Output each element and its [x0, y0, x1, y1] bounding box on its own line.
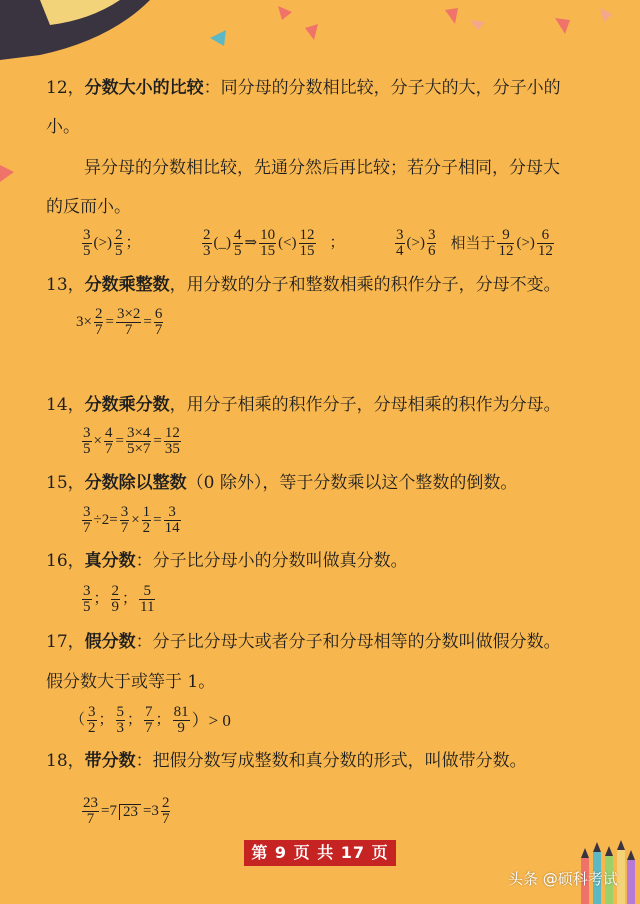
s15-heading	[46, 471, 640, 495]
top-decoration	[0, 0, 640, 70]
s12-line4: 的反而小。	[46, 197, 131, 217]
s17-example: （ $\frac{3}{2}$ ； $\frac{5}{3}$ ； $\frac{7}{7}$ ； $\frac{81}{9}$ ）> 0	[70, 704, 231, 736]
s13-heading	[46, 273, 640, 297]
s15-example: $\frac{3}{7}$ ÷2= $\frac{3}{7}$ × $\frac{1}{2}$ = $\frac{3}{14}$	[83, 504, 180, 536]
s12-num: 12，	[46, 78, 85, 98]
s14-text: ，用分子相乘的积作分子，分母相乘的积作为分母。	[169, 395, 561, 415]
s16-heading	[46, 549, 640, 573]
s12-example-b: $\frac{2}{3}$ (_) $\frac{4}{5}$ ⇒ $\frac{10}{15}$ (<) $\frac{12}{15}$ ；	[203, 227, 345, 259]
s12-example-c: $\frac{3}{4}$ (>) $\frac{3}{6}$ 相当于 $\frac{9}{12}$ (>) $\frac{6}{12}$	[396, 227, 553, 259]
s17-title: 假分数	[84, 632, 136, 652]
confetti-icon	[555, 18, 570, 34]
s16-title: 真分数	[84, 551, 136, 571]
confetti-icon	[470, 20, 485, 30]
watermark: 头条 @硕科考试	[508, 870, 618, 888]
s14-heading	[46, 393, 640, 417]
confetti-icon	[305, 24, 318, 40]
s12-line2: 小。	[46, 117, 80, 137]
s17-num: 17，	[46, 632, 85, 652]
s14-num: 14，	[46, 395, 85, 415]
s12-heading	[46, 76, 640, 100]
s17-text: ：分子比分母大或者分子和分母相等的分数叫做假分数。	[135, 632, 561, 652]
s13-title: 分数乘整数	[84, 275, 170, 295]
pencil-icon	[627, 860, 635, 904]
s18-example: $\frac{23}{7}$ =7 23 =3 $\frac{2}{7}$	[83, 795, 170, 827]
s12-title: 分数大小的比较	[84, 78, 204, 98]
s17-line2: 假分数大于或等于 1。	[46, 672, 216, 692]
s12-line3: 异分母的分数相比较，先通分然后再比较；若分子相同，分母大	[84, 158, 560, 178]
s18-num: 18，	[46, 751, 85, 771]
s16-text: ：分子比分母小的分数叫做真分数。	[135, 551, 408, 571]
s18-text: ：把假分数写成整数和真分数的形式，叫做带分数。	[135, 751, 527, 771]
s13-example: 3× $\frac{2}{7}$ = $\frac{3\times 2}{7}$ = $\frac{6}{7}$	[76, 306, 163, 338]
s16-num: 16，	[46, 551, 85, 571]
pencil-icon	[617, 850, 625, 904]
s18-heading	[46, 749, 640, 773]
confetti-icon	[0, 165, 14, 182]
confetti-icon	[278, 6, 292, 20]
confetti-icon	[600, 8, 612, 22]
left-confetti	[0, 150, 20, 190]
s12-text: ：同分母的分数相比较，分子大的大，分子小的	[203, 78, 561, 98]
page-number-badge: 第 9 页 共 17 页	[244, 840, 396, 866]
s17-heading	[46, 630, 640, 654]
s15-text: （0 除外），等于分数乘以这个整数的倒数。	[186, 473, 518, 493]
s16-example: $\frac{3}{5}$ ； $\frac{2}{9}$ ； $\frac{5}{11}$	[83, 583, 155, 615]
s18-title: 带分数	[84, 751, 136, 771]
confetti-icon	[445, 8, 458, 24]
s12-example-a: $\frac{3}{5}$ (>) $\frac{2}{5}$ ；	[83, 227, 141, 259]
s14-example: $\frac{3}{5}$ × $\frac{4}{7}$ = $\frac{3\times 4}{5\times 7}$ = $\frac{12}{35}$	[83, 425, 180, 457]
confetti-icon	[210, 30, 226, 46]
s13-num: 13，	[46, 275, 85, 295]
s15-num: 15，	[46, 473, 85, 493]
s14-title: 分数乘分数	[84, 395, 170, 415]
s13-text: ，用分数的分子和整数相乘的积作分子，分母不变。	[169, 275, 561, 295]
pencils-decoration	[575, 830, 640, 904]
s15-title: 分数除以整数	[84, 473, 187, 493]
